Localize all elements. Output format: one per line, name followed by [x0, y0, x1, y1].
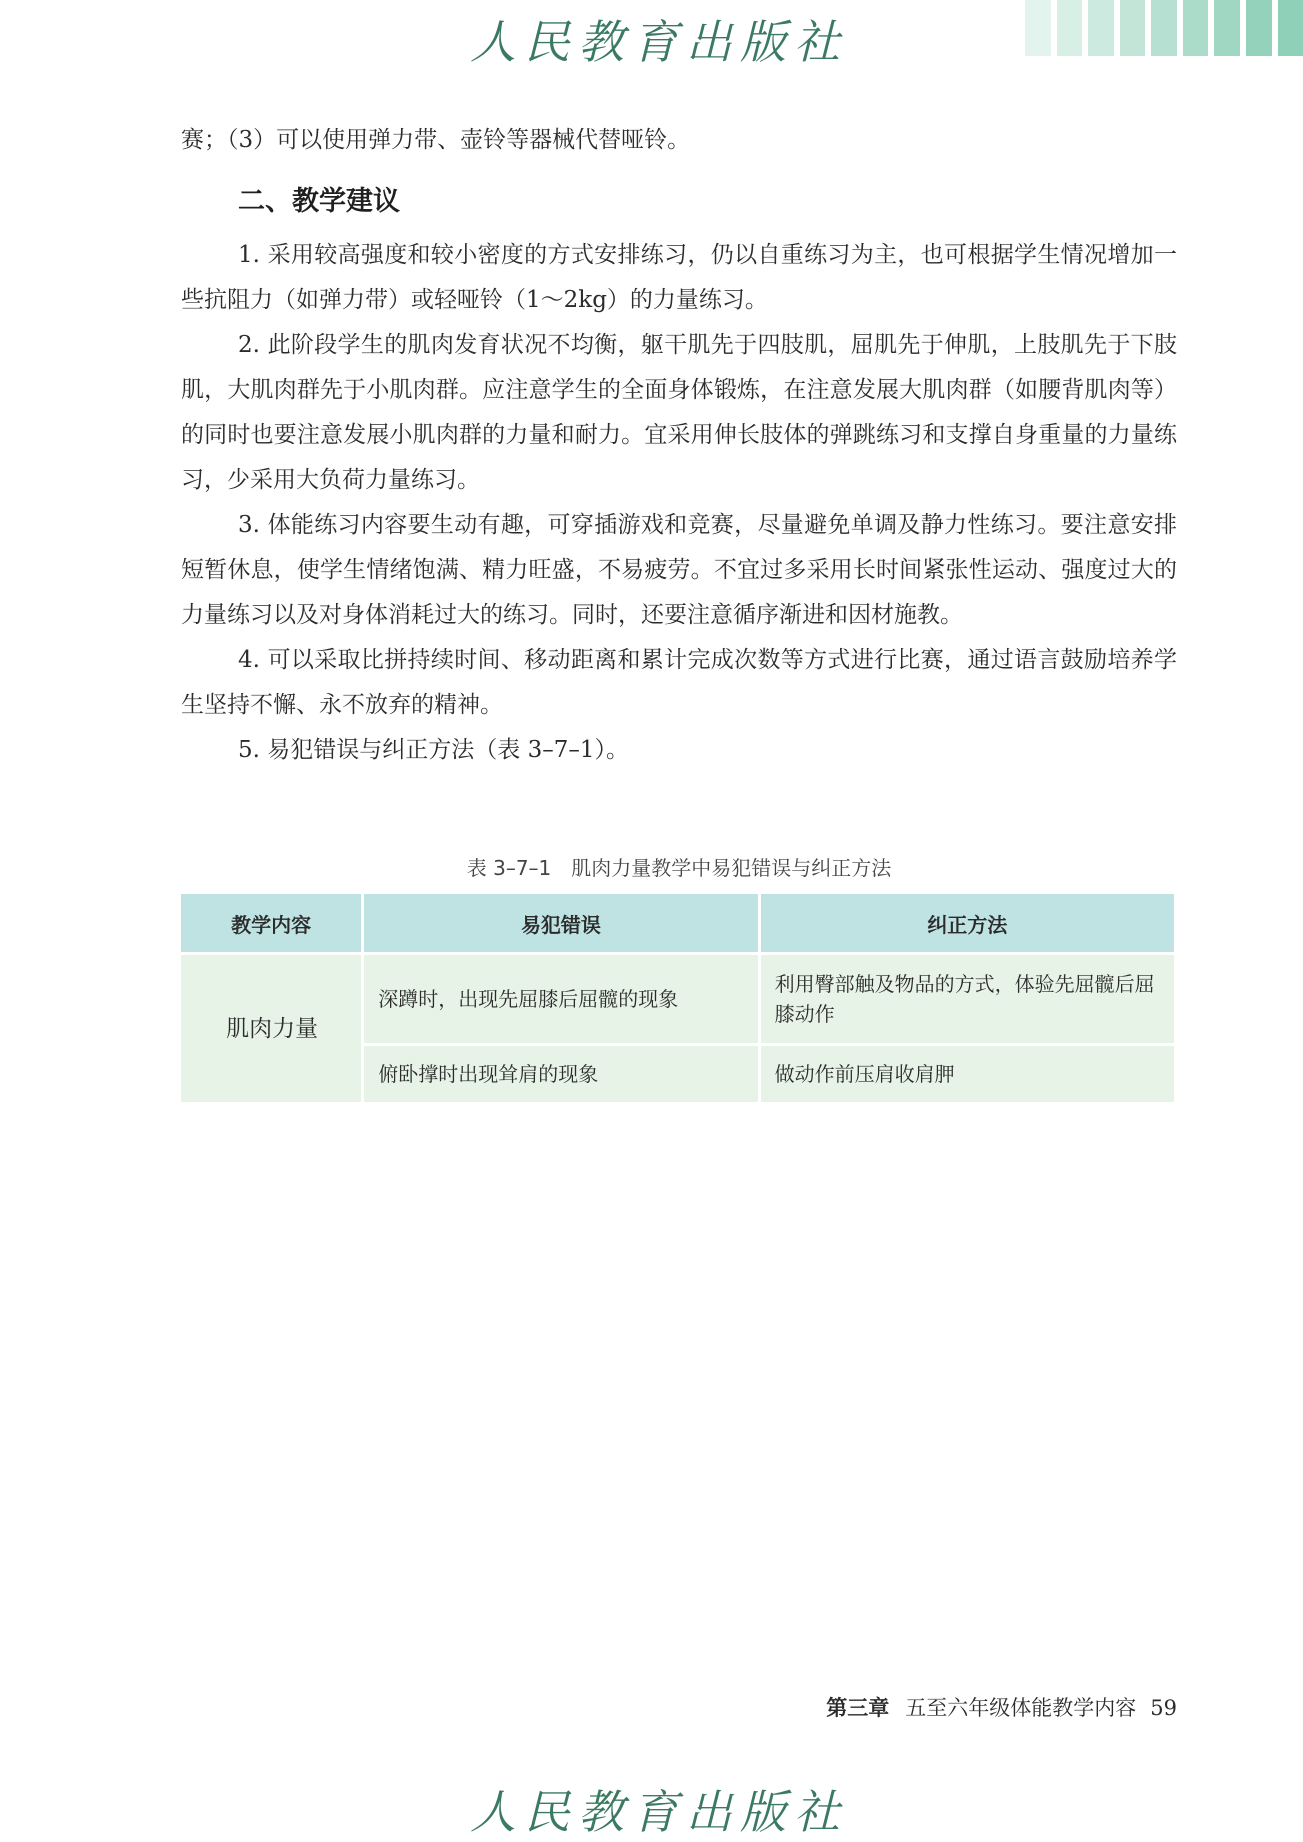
table-row — [181, 954, 1176, 1045]
continuation-paragraph: 赛；（3）可以使用弹力带、壶铃等器械代替哑铃。 — [181, 127, 691, 153]
chapter-title: 五至六年级体能教学内容 — [905, 1696, 1137, 1720]
fix-cell: 做动作前压肩收肩胛 — [759, 1045, 1175, 1104]
stripe — [1088, 0, 1114, 56]
publisher-logo-bottom: 人民教育出版社 — [470, 1785, 848, 1839]
page-number: 59 — [1150, 1696, 1177, 1720]
stripe — [1246, 0, 1272, 56]
group-cell: 肌肉力量 — [181, 954, 363, 1104]
chapter-label: 第三章 — [826, 1695, 890, 1720]
decorative-stripes — [1025, 0, 1303, 56]
header-common-errors: 易犯错误 — [363, 894, 759, 954]
page-footer — [700, 1690, 1177, 1726]
stripe — [1214, 0, 1240, 56]
table-header-row — [181, 894, 1176, 954]
error-correction-table — [181, 894, 1177, 1105]
error-cell: 深蹲时，出现先屈膝后屈髋的现象 — [363, 954, 759, 1045]
paragraph-5: 5. 易犯错误与纠正方法（表 3–7–1）。 — [238, 737, 629, 763]
paragraph-1: 1. 采用较高强度和较小密度的方式安排练习，仍以自重练习为主，也可根据学生情况增加一些抗阻力（如弹力带）或轻哑铃（1～2kg）的力量练习。 — [181, 242, 1177, 313]
paragraph-3: 3. 体能练习内容要生动有趣，可穿插游戏和竞赛，尽量避免单调及静力性练习。要注意安排短暂休息，使学生情绪饱满、精力旺盛，不易疲劳。不宜过多采用长时间紧张性运动、强度过大的力量练习以及对身体消耗过大的练习。同时，还要注意循序渐进和因材施教。 — [181, 512, 1177, 628]
stripe — [1057, 0, 1083, 56]
paragraph-4: 4. 可以采取比拼持续时间、移动距离和累计完成次数等方式进行比赛，通过语言鼓励培养学生坚持不懈、永不放弃的精神。 — [181, 647, 1177, 718]
header-teaching-content: 教学内容 — [181, 894, 363, 954]
stripe — [1025, 0, 1051, 56]
section-title: 二、教学建议 — [238, 186, 400, 217]
fix-cell: 利用臀部触及物品的方式，体验先屈髋后屈膝动作 — [759, 954, 1175, 1045]
paragraph-2: 2. 此阶段学生的肌肉发育状况不均衡，躯干肌先于四肢肌，屈肌先于伸肌，上肢肌先于下肢肌，大肌肉群先于小肌肉群。应注意学生的全面身体锻炼，在注意发展大肌肉群（如腰背肌肉等）的同时也要注意发展小肌肉群的力量和耐力。宜采用伸长肢体的弹跳练习和支撑自身重量的力量练习，少采用大负荷力量练习。 — [181, 332, 1177, 493]
header-correction-methods: 纠正方法 — [759, 894, 1175, 954]
stripe — [1151, 0, 1177, 56]
page-body — [181, 118, 1177, 773]
stripe — [1120, 0, 1146, 56]
table-caption: 表 3–7–1 肌肉力量教学中易犯错误与纠正方法 — [466, 856, 892, 880]
stripe — [1278, 0, 1303, 56]
publisher-logo-top: 人民教育出版社 — [470, 15, 848, 69]
stripe — [1183, 0, 1209, 56]
error-cell: 俯卧撑时出现耸肩的现象 — [363, 1045, 759, 1104]
